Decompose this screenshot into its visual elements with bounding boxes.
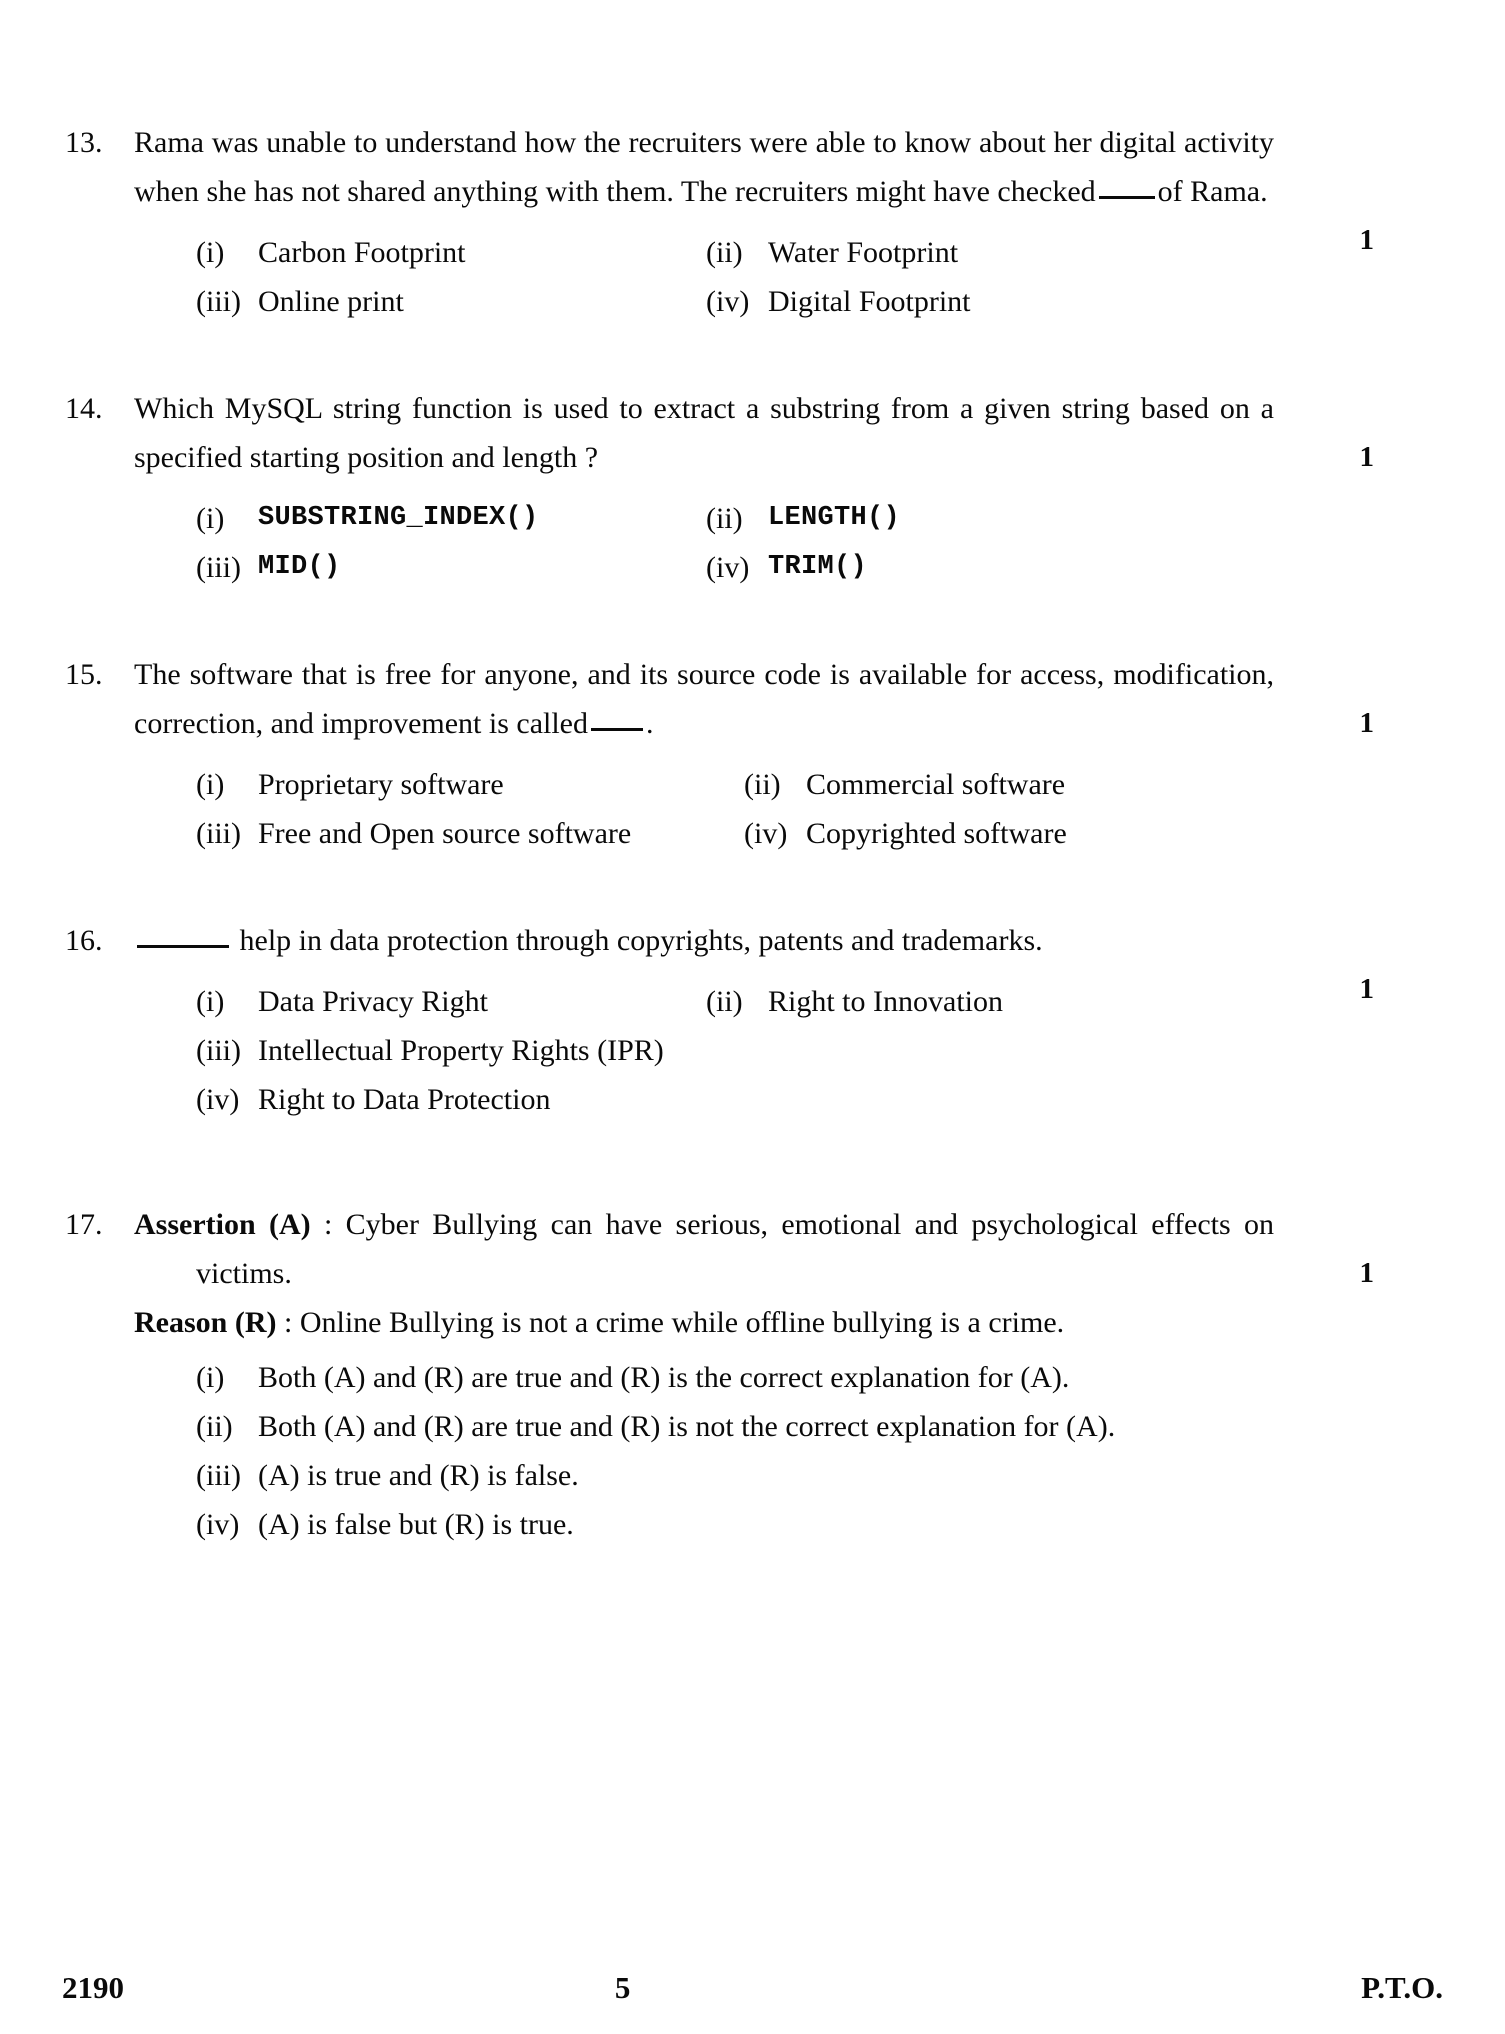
option-label: MID(): [258, 552, 341, 582]
option-iv[interactable]: [706, 543, 1382, 592]
option-label: Data Privacy Right: [258, 985, 488, 1018]
option-label: (A) is true and (R) is false.: [258, 1459, 579, 1492]
assertion-line: [134, 1200, 1382, 1298]
question-13: [62, 118, 1382, 326]
assertion-text: Cyber Bullying can have serious, emotional and psychological effects on victims.: [196, 1208, 1274, 1290]
reason-separator: :: [276, 1306, 300, 1339]
option-ii[interactable]: [196, 1402, 1382, 1451]
option-row: [196, 1500, 1382, 1549]
assertion-label: Assertion (A): [134, 1208, 311, 1241]
spacer: [62, 1124, 1382, 1182]
question-17-options: [134, 1353, 1382, 1549]
option-label: Both (A) and (R) are true and (R) is the correct explanation for (A).: [258, 1361, 1070, 1394]
option-tag: (ii): [706, 502, 743, 535]
option-tag: (iv): [744, 817, 788, 850]
option-row: [196, 977, 1382, 1026]
option-label: Digital Footprint: [768, 285, 971, 318]
option-tag: (iv): [196, 1508, 240, 1541]
option-tag: (ii): [706, 236, 743, 269]
option-iii[interactable]: [196, 809, 744, 858]
option-i[interactable]: [196, 977, 706, 1026]
question-15-options: [134, 760, 1382, 858]
option-tag: (ii): [196, 1410, 233, 1443]
option-row: [196, 1026, 1382, 1075]
question-13-body: [134, 118, 1382, 326]
option-label: Water Footprint: [768, 236, 959, 269]
option-i[interactable]: [196, 228, 706, 277]
option-label: Right to Innovation: [768, 985, 1003, 1018]
question-16: [62, 916, 1382, 1124]
option-iv[interactable]: [196, 1075, 1382, 1124]
option-tag: (iv): [706, 551, 750, 584]
question-13-marks: 1: [1359, 224, 1374, 256]
question-14-options: [134, 494, 1382, 592]
option-tag: (i): [196, 985, 225, 1018]
question-14-stem: Which MySQL string function is used to extract a substring from a given string based on a specified starting position and length ?: [134, 392, 1274, 474]
option-label: Right to Data Protection: [258, 1083, 551, 1116]
option-ii[interactable]: [706, 977, 1382, 1026]
option-tag: (iii): [196, 1459, 241, 1492]
option-tag: (iii): [196, 1034, 241, 1067]
option-row: [196, 1353, 1382, 1402]
question-14-body: [134, 384, 1382, 592]
option-i[interactable]: [196, 494, 706, 543]
question-13-options: [134, 228, 1382, 326]
option-tag: (i): [196, 768, 225, 801]
option-iii[interactable]: [196, 543, 706, 592]
page-footer: [62, 1970, 1443, 2006]
option-row: [196, 760, 1382, 809]
option-label: Online print: [258, 285, 404, 318]
option-label: Proprietary software: [258, 768, 504, 801]
option-iv[interactable]: [744, 809, 1382, 858]
question-17-body: [134, 1200, 1382, 1549]
option-label: (A) is false but (R) is true.: [258, 1508, 574, 1541]
option-ii[interactable]: [706, 494, 1382, 543]
option-iii[interactable]: [196, 1451, 1382, 1500]
option-iv[interactable]: [706, 277, 1382, 326]
option-label: SUBSTRING_INDEX(): [258, 503, 539, 533]
question-14-number: 14.: [65, 392, 103, 425]
option-tag: (iii): [196, 817, 241, 850]
option-row: [196, 543, 1382, 592]
question-16-number: 16.: [65, 924, 103, 957]
question-15: [62, 650, 1382, 858]
question-15-stem: [134, 650, 1382, 748]
option-iii[interactable]: [196, 277, 706, 326]
question-14-marks: 1: [1359, 441, 1374, 473]
question-16-marks: 1: [1359, 973, 1374, 1005]
option-tag: (i): [196, 502, 225, 535]
questions-container: [62, 118, 1382, 1549]
question-16-options: [134, 977, 1382, 1124]
option-row: [196, 809, 1382, 858]
assertion-separator: :: [310, 1208, 346, 1241]
fill-blank: [1099, 196, 1155, 199]
spacer: [62, 1182, 1382, 1200]
option-ii[interactable]: [744, 760, 1382, 809]
reason-label: Reason (R): [134, 1306, 277, 1339]
option-i[interactable]: [196, 1353, 1382, 1402]
question-17-number: 17.: [65, 1208, 103, 1241]
question-14: [62, 384, 1382, 592]
spacer: [62, 858, 1382, 916]
spacer: [62, 592, 1382, 650]
option-row: [196, 494, 1382, 543]
option-iii[interactable]: [196, 1026, 1382, 1075]
pto-label: P.T.O.: [1361, 1970, 1443, 2005]
option-tag: (iv): [196, 1083, 240, 1116]
fill-blank: [591, 728, 643, 731]
question-16-stem-part1: help in data protection through copyrights, patents and trademarks.: [239, 924, 1043, 957]
option-label: LENGTH(): [768, 503, 901, 533]
option-ii[interactable]: [706, 228, 1382, 277]
option-iv[interactable]: [196, 1500, 1382, 1549]
reason-line: [134, 1298, 1382, 1347]
option-label: Intellectual Property Rights (IPR): [258, 1034, 664, 1067]
option-label: Carbon Footprint: [258, 236, 466, 269]
option-tag: (iii): [196, 285, 241, 318]
option-tag: (i): [196, 236, 225, 269]
question-13-number: 13.: [65, 126, 103, 159]
question-13-stem: [134, 118, 1382, 216]
option-tag: (ii): [744, 768, 781, 801]
option-i[interactable]: [196, 760, 744, 809]
option-row: [196, 1402, 1382, 1451]
question-16-stem: [134, 916, 1382, 965]
question-13-stem-part1: Rama was unable to understand how the recruiters were able to know about her digital activity when she has not shared anything with them. The recruiters might have checked: [134, 126, 1274, 208]
fill-blank: [137, 945, 229, 948]
question-15-stem-part1: The software that is free for anyone, and its source code is available for access, modification, correction, and improvement is called: [134, 658, 1274, 740]
question-15-stem-part2: .: [646, 707, 654, 740]
paper-code: 2190: [62, 1970, 124, 2005]
question-15-number: 15.: [65, 658, 103, 691]
option-row: [196, 1075, 1382, 1124]
option-label: Copyrighted software: [806, 817, 1067, 850]
option-row: [196, 277, 1382, 326]
option-tag: (i): [196, 1361, 225, 1394]
question-17: [62, 1200, 1382, 1549]
option-label: Commercial software: [806, 768, 1066, 801]
option-label: TRIM(): [768, 552, 868, 582]
question-16-body: [134, 916, 1382, 1124]
question-17-marks: 1: [1359, 1257, 1374, 1289]
reason-text: Online Bullying is not a crime while offline bullying is a crime.: [299, 1306, 1065, 1339]
option-row: [196, 1451, 1382, 1500]
question-15-marks: 1: [1359, 707, 1374, 739]
option-row: [196, 228, 1382, 277]
option-tag: (iii): [196, 551, 241, 584]
page-number: 5: [614, 1970, 631, 2005]
question-15-body: [134, 650, 1382, 858]
spacer: [62, 326, 1382, 384]
option-tag: (ii): [706, 985, 743, 1018]
option-label: Both (A) and (R) are true and (R) is not the correct explanation for (A).: [258, 1410, 1116, 1443]
option-tag: (iv): [706, 285, 750, 318]
option-label: Free and Open source software: [258, 817, 632, 850]
question-13-stem-part2: of Rama.: [1157, 175, 1268, 208]
